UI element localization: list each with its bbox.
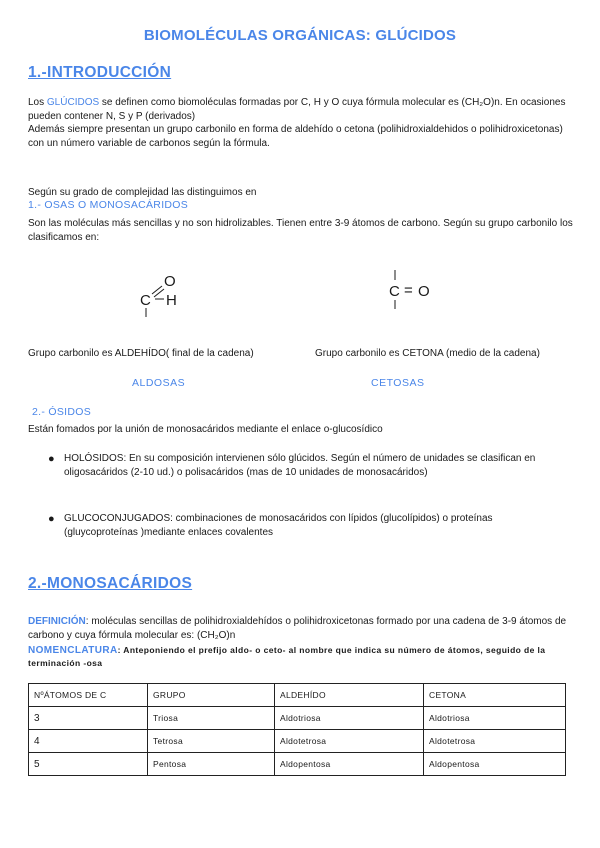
aldehyde-caption: Grupo carbonilo es ALDEHÍDO( final de la cadena) <box>28 348 254 359</box>
aldehyde-structure <box>130 268 190 322</box>
ketone-structure <box>380 268 450 322</box>
table-cell: Aldotriosa <box>275 707 424 730</box>
aldosas-label: ALDOSAS <box>132 377 186 389</box>
table-header-cell: CETONA <box>424 684 566 707</box>
table-cell: Triosa <box>148 707 275 730</box>
table-row <box>29 730 566 753</box>
classification-intro: Según su grado de complejidad las distinguimos en <box>28 187 257 198</box>
nomenclature-table <box>28 683 566 776</box>
bullet-icon: ● <box>48 453 55 465</box>
aldehyde-carbon: C <box>140 292 151 309</box>
ketone-double-bond: = <box>404 282 413 299</box>
bullet-icon: ● <box>48 513 55 525</box>
table-row <box>29 753 566 776</box>
table-header-row <box>29 684 566 707</box>
aldehyde-oxygen: O <box>164 273 176 290</box>
section-heading-monosacaridos: 2.-MONOSACÁRIDOS <box>28 575 193 592</box>
table-cell: Tetrosa <box>148 730 275 753</box>
table-cell: Aldopentosa <box>424 753 566 776</box>
osas-text: Son las moléculas más sencillas y no son hidrolizables. Tienen entre 3-9 átomos de carbono. Según su grupo carbonilo los clasificamos en: <box>28 218 573 243</box>
subheading-osidos: 2.- ÓSIDOS <box>32 406 92 418</box>
ketone-caption: Grupo carbonilo es CETONA (medio de la cadena) <box>315 348 540 359</box>
intro-paragraph: Los GLÚCIDOS se definen como biomoléculas formadas por C, H y O cuya fórmula molecular es (CH₂O)n. En ocasiones pueden contener N, S y P (derivados) Además siempre presentan un grupo carbonilo en forma de aldehído o cetona (polihidroxialdehidos o polihidroxicetonas) con un número variable de carbonos según la fórmula. <box>28 97 566 149</box>
definition-paragraph: DEFINICIÓN: moléculas sencillas de polihidroxialdehídos o polihidroxicetonas formado por una cadena de 3-9 átomos de carbono y cuya fórmula molecular es: (CH₂O)n <box>28 616 567 641</box>
page-title: BIOMOLÉCULAS ORGÁNICAS: GLÚCIDOS <box>143 27 457 44</box>
table-cell: Pentosa <box>148 753 275 776</box>
section-heading-introduccion: 1.-INTRODUCCIÓN <box>28 64 172 81</box>
table-cell: Aldopentosa <box>275 753 424 776</box>
glucidos-highlight: GLÚCIDOS <box>46 97 100 108</box>
table-cell: 5 <box>29 753 148 776</box>
definition-label: DEFINICIÓN <box>28 616 86 627</box>
table-row <box>29 707 566 730</box>
subheading-osas: 1.- OSAS O MONOSACÁRIDOS <box>28 199 189 211</box>
ketone-carbon: C <box>389 283 400 300</box>
nomenclature-label: NOMENCLATURA <box>28 645 118 656</box>
nomenclature-paragraph: NOMENCLATURA: Anteponiendo el prefijo aldo- o ceto- al nombre que indica su número de átomos, seguido de la terminación -osa <box>28 645 546 668</box>
ketone-oxygen: O <box>418 283 430 300</box>
table-cell: Aldotetrosa <box>424 730 566 753</box>
osidos-text: Están fomados por la unión de monosacáridos mediante el enlace o-glucosídico <box>28 424 383 435</box>
table-header-cell: ALDEHÍDO <box>275 684 424 707</box>
table-cell: 3 <box>29 707 148 730</box>
table-cell: Aldotriosa <box>424 707 566 730</box>
table-cell: Aldotetrosa <box>275 730 424 753</box>
cetosas-label: CETOSAS <box>371 377 425 389</box>
table-cell: 4 <box>29 730 148 753</box>
aldehyde-hydrogen: H <box>166 292 177 309</box>
table-header-cell: GRUPO <box>148 684 275 707</box>
table-header-cell: NºÁTOMOS DE C <box>29 684 148 707</box>
